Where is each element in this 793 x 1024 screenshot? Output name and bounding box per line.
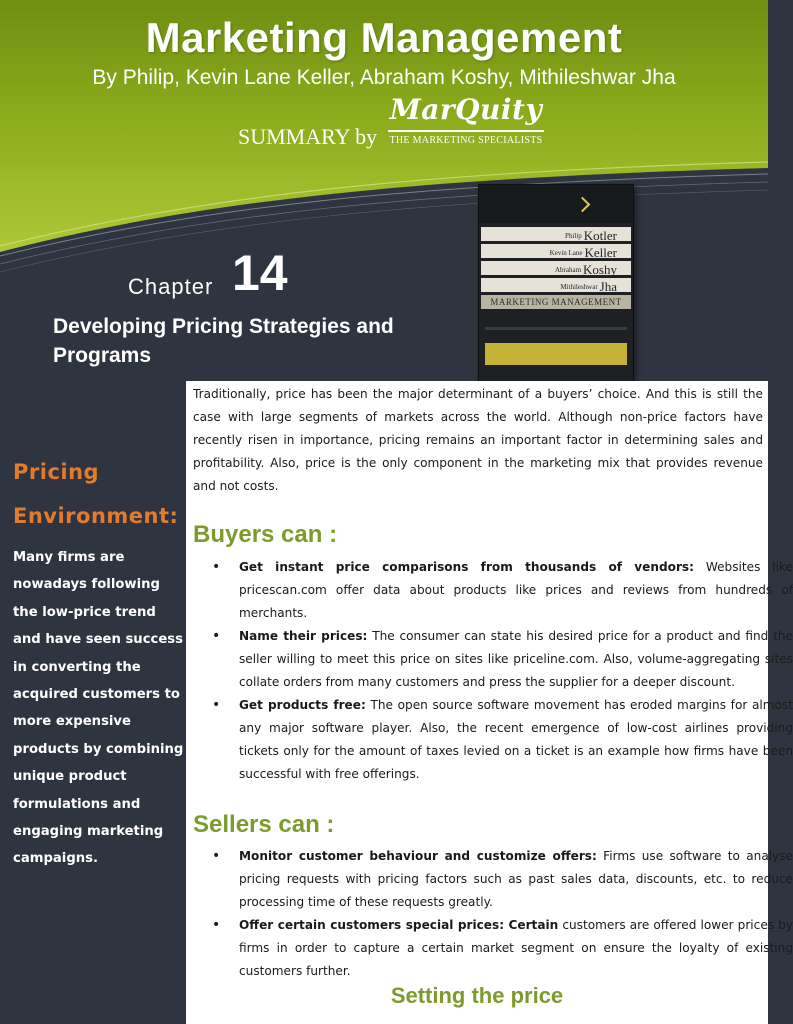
sellers-heading: Sellers can :: [193, 811, 335, 838]
setting-price-heading: Setting the price: [390, 983, 564, 1008]
marquity-logo: [388, 92, 544, 146]
summary-by-label: SUMMARY by: [238, 124, 378, 149]
book-title-strip: MARKETING MANAGEMENT: [481, 295, 631, 309]
list-item: • Offer certain customers special prices: Certain customers are offered lower prices by firms in order to capture a certain market segment on ensure the loyalty of existing customers further.: [239, 914, 793, 983]
brand-name: MarQuity: [389, 93, 543, 126]
chapter-number: 14: [232, 245, 288, 301]
header-banner: [0, 0, 768, 270]
list-item: • Get products free: The open source software movement has eroded margins for almost any major software player. Also, the recent emergence of low-cost airlines providing tickets only for the amount of taxes levied on a ticket is an example how firms have been successful with free offerings.: [239, 694, 793, 786]
book-cover-image: [478, 184, 634, 382]
authors-line: By Philip, Kevin Lane Keller, Abraham Koshy, Mithileshwar Jha: [92, 66, 676, 89]
book-author-band: Mithileshwar Jha: [481, 278, 631, 292]
sidebar-heading: Pricing Environment:: [13, 460, 179, 528]
book-author-band: Kevin Lane Keller: [481, 244, 631, 258]
brand-tagline: THE MARKETING SPECIALISTS: [389, 135, 543, 146]
list-item: • Get instant price comparisons from thousands of vendors: Websites like pricescan.com offer data about products like prices and reviews from hundreds of merchants.: [239, 556, 793, 625]
book-author-band: Philip Kotler: [481, 227, 631, 241]
buyers-list: [210, 556, 793, 786]
book-author-band: Abraham Koshy: [481, 261, 631, 275]
brand-rule: [388, 130, 544, 132]
main-content: [186, 381, 793, 1024]
book-cover-top: [479, 185, 633, 223]
buyers-heading: Buyers can :: [193, 521, 338, 548]
sidebar-text: Many firms are nowadays following the low-price trend and have seen success in converting the acquired customers to more expensive products by combining unique product formulations and engaging marketing campaigns.: [13, 550, 184, 867]
chapter-label: Chapter: [128, 274, 214, 299]
chapter-title: Developing Pricing Strategies and Programs: [53, 315, 394, 367]
book-cover-label: [485, 343, 627, 365]
document-title: Marketing Management: [145, 14, 623, 61]
intro-paragraph: Traditionally, price has been the major determinant of a buyers’ choice. And this is still the case with large segments of markets across the world. Although non-price factors have recently risen in importance, pricing remains an important factor in determining sales and profitability. Also, price is the only component in the marketing mix that provides revenue and not costs.: [193, 387, 763, 493]
book-cover-line: [485, 327, 627, 330]
list-item: • Monitor customer behaviour and customize offers: Firms use software to analyse pricing requests with pricing factors such as past sales data, discounts, etc. to reduce processing time of these requests greatly.: [239, 845, 793, 914]
list-item: • Name their prices: The consumer can state his desired price for a product and find the seller willing to meet this price on sites like priceline.com. Also, volume-aggregating sites collate orders from many customers and press the supplier for a deeper discount.: [239, 625, 793, 694]
sellers-list: [210, 845, 793, 983]
